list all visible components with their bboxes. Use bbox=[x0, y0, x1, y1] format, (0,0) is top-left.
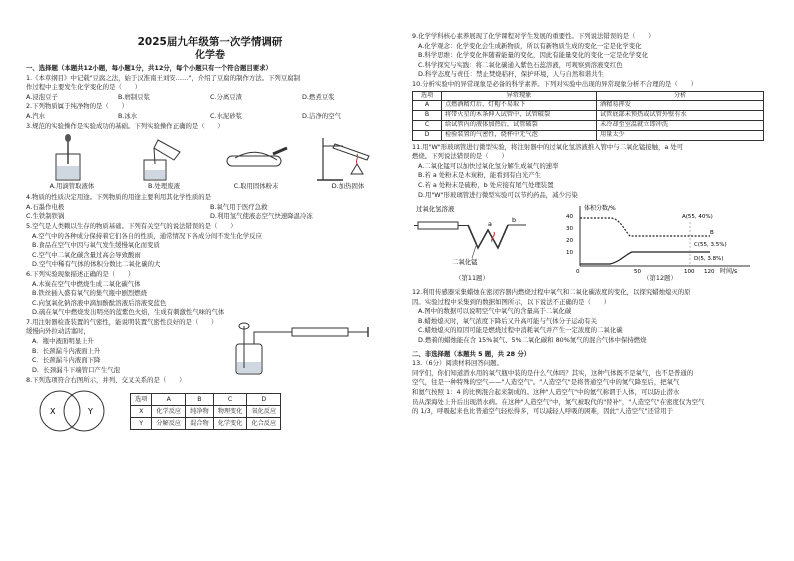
q4-option-a: A.石墨作电极 bbox=[26, 202, 65, 211]
fig12-ytick: 30 bbox=[566, 226, 573, 233]
q3-figure-b bbox=[118, 133, 210, 191]
q10-cell: B bbox=[413, 111, 442, 121]
right-column bbox=[412, 0, 774, 561]
q11-option-c: C.若 a 处粉末是硫粉，b 处应接有尾气处理装置 bbox=[418, 180, 554, 189]
q12-option-b: B.蜡烛熄灭时，氧气浓度下降后又升高可能与气体分子运动有关 bbox=[418, 316, 597, 325]
fig12-ann-a: A(55, 40%) bbox=[682, 214, 713, 221]
q13-line: 13.（6分）阅读材料回答问题。 bbox=[412, 359, 503, 368]
q8-table-head-cell: 选项 bbox=[131, 393, 152, 405]
q3-caption-a: A.用滴管取液体 bbox=[49, 181, 95, 190]
q10-cell: D bbox=[413, 130, 442, 140]
q2-options bbox=[26, 112, 394, 122]
left-column bbox=[26, 0, 394, 561]
fig11-label-h2o2: 过氧化氢溶液 bbox=[416, 205, 455, 214]
q10-row-b bbox=[413, 111, 764, 121]
q8-options-table bbox=[130, 393, 281, 430]
q3-stem: 3.规范的实验操作是实验成功的基础。下列实验操作正确的是（ ） bbox=[26, 121, 224, 130]
q1-stem-line2: 作过程中主要发生化学变化的是（ ） bbox=[26, 83, 142, 92]
q6-option-c: C.向氢氧化钠溶液中滴加酚酞溶液后溶液变蓝色 bbox=[32, 298, 167, 307]
fig12-ytick: 40 bbox=[566, 214, 573, 221]
q12-option-c: C.蜡烛熄灭的原因可能是燃烧过程中消耗氧气并产生一定浓度的二氧化碳 bbox=[418, 326, 623, 335]
section-2-heading: 二、非选择题（本题共 5 题，共 28 分） bbox=[412, 349, 531, 358]
q5-option-c: C.空气中二氧化碳含量过高会导致酸雨 bbox=[32, 250, 141, 259]
q8-table-cell: 化合反应 bbox=[247, 417, 281, 429]
q11-figure bbox=[412, 202, 532, 286]
q10-head-analysis: 分析 bbox=[597, 91, 764, 101]
q8-table-cell: 化学反应 bbox=[152, 405, 186, 417]
q8-table-cell: Y bbox=[131, 417, 152, 429]
q9-stem: 9.化学学科核心素养展现了化学课程对学生发展的重要性。下列说法错误的是（ ） bbox=[412, 32, 655, 40]
fig12-xlabel: 时间/s bbox=[720, 268, 738, 275]
powder-tube-illustration bbox=[221, 134, 291, 182]
q4-option-b: B.氧气用于医疗急救 bbox=[210, 202, 268, 211]
w-tube-illustration bbox=[412, 202, 532, 274]
q10-stem: 10.分析实验中的异常现象是必备的科学素养。下列对实验中出现的异常现象分析不合理的是（ ） bbox=[412, 79, 697, 88]
q7-option-d: D．长颈漏斗下端管口产生气泡 bbox=[32, 365, 120, 374]
heating-solid-illustration bbox=[313, 134, 383, 182]
q10-cell: 酒精易挥发 bbox=[597, 101, 764, 111]
q4-options-row1 bbox=[26, 203, 394, 213]
exam-subtitle: 化学卷 bbox=[195, 50, 225, 61]
q9-option-c: C.科学探究与实践：将二氧化碳通入紫色石蕊溶液，可观察到溶液变红色 bbox=[418, 60, 623, 69]
q7-text bbox=[26, 318, 222, 376]
q8-table-cell: 氧化反应 bbox=[247, 405, 281, 417]
q1-stem-line1: 1.《本草纲目》中记载"豆腐之法，始于汉淮南王刘安……"，介绍了豆腐的制作方法。下列豆腐制 bbox=[26, 73, 300, 82]
fig12-ytick: 10 bbox=[566, 250, 573, 257]
fig12-ann-d: D(5, 3.8%) bbox=[694, 256, 724, 263]
q3-figure-c bbox=[210, 133, 302, 191]
q2-stem: 2.下列物质属于纯净物的是（ ） bbox=[26, 102, 128, 111]
q10-cell: 将带火星的木条伸入试管中，试管破裂 bbox=[442, 111, 597, 121]
q12-figure bbox=[532, 202, 774, 286]
exam-title: 2025届九年级第一次学情调研 bbox=[137, 36, 283, 48]
q3-figure-a bbox=[26, 133, 118, 191]
q9-option-a: A.化学观念：化学变化会生成新物质，所以有新物质生成的变化一定是化学变化 bbox=[418, 41, 642, 50]
venn-label-y: Y bbox=[88, 407, 93, 417]
q6-option-a: A.木炭在空气中燃烧生成二氧化碳气体 bbox=[32, 279, 141, 288]
q9-option-d: D.科学态度与责任：禁止焚烧秸秆，保护环境，人与自然和谐共生 bbox=[418, 70, 604, 79]
q11-option-a: A.二氧化锰可以加快过氧化氢分解生成氧气的速率 bbox=[418, 161, 559, 170]
q12-stem-line1: 12.利用传感器采集蜡烛在密闭容器内燃烧过程中氧气和二氧化碳浓度的变化，以探究蜡烛熄灭的原 bbox=[412, 288, 691, 297]
q10-head-option: 选项 bbox=[413, 91, 442, 101]
q8-table-cell: 分解反应 bbox=[152, 417, 186, 429]
q11-option-b: B.若 a 处粉末是木炭粉，能看到有白光产生 bbox=[418, 171, 542, 180]
fig12-xtick: 120 bbox=[704, 269, 715, 275]
q10-table bbox=[412, 91, 764, 141]
co2-curve bbox=[580, 252, 710, 264]
q5-stem: 5.空气是人类赖以生存的物质基础。下列有关空气的说法错误的是（ ） bbox=[26, 221, 237, 230]
fig12-caption: （第12题） bbox=[643, 274, 677, 283]
q12-option-d: D.燃着的蜡烛能在含 15%氧气、5%二氧化碳和 80%氮气的混合气体中保持燃烧 bbox=[418, 336, 647, 345]
q10-cell: C bbox=[413, 120, 442, 130]
q8-table-head-cell: C bbox=[213, 393, 247, 405]
fig12-ann-c: C(55, 3.5%) bbox=[694, 242, 727, 249]
q9-option-b: B.科学思维：化学变化伴随着能量的变化，因此有能量变化的变化一定是化学变化 bbox=[418, 51, 649, 60]
q13-line: 的 1/3，呼吸起来也比普通空气轻松得多，可以减轻人呼吸的困难，因此"人造空气"还常用于 bbox=[412, 407, 674, 416]
q10-cell: 用量太少 bbox=[597, 130, 764, 140]
q8-table-cell: X bbox=[131, 405, 152, 417]
fig11-label-b: b bbox=[512, 216, 517, 225]
q12-option-a: A.图中的数据可以说明空气中氧气的含量高于二氧化碳 bbox=[418, 307, 572, 316]
q10-cell: 给试管内的液体加热后，试管破裂 bbox=[442, 120, 597, 130]
q13-line: 同学们，你们知道潜水用的氧气瓶中装的是什么气体吗？其实，这种气体既不是氧气，也不是普通的 bbox=[412, 368, 694, 377]
q8-table-row-y bbox=[131, 417, 281, 429]
q13-line: 员从深海处上升后出现潜水病。在这种"人造空气"中，氮气被取代的"替补"，"人造空气"在密度仅为空气 bbox=[412, 397, 705, 406]
q7-option-c: C．长颈漏斗内液面下降 bbox=[32, 356, 101, 365]
q1-option-a: A.浸泡豆子 bbox=[26, 92, 58, 101]
q2-option-b: B.冰水 bbox=[118, 111, 138, 120]
q13-line: 和氦气按照 1：4 的比例混合起来制成的。这种"人造空气"中的氦气称谓于人体，可以防止潜水 bbox=[412, 388, 680, 397]
q8-table-head-cell: A bbox=[152, 393, 186, 405]
q4-options-row2 bbox=[26, 212, 394, 222]
q7-stem-line2: 缓慢向外拉动活塞时， bbox=[26, 327, 90, 336]
q10-row-c bbox=[413, 120, 764, 130]
q11-stem-line1: 11.用"W"形玻璃管进行微型实验，将注射器中的过氧化氢溶液推入管中与二氧化锰接触，a 处可 bbox=[412, 142, 684, 151]
q3-caption-b: B.处理废液 bbox=[148, 181, 180, 190]
fig12-ylabel: 体积分数/% bbox=[584, 205, 616, 213]
q6-option-d: D.硫在氧气中燃烧发出明亮的蓝紫色火焰，生成有刺激性气味的气体 bbox=[32, 308, 225, 317]
q5-option-d: D.空气中稀有气体的体积分数比二氧化碳的大 bbox=[32, 260, 161, 269]
oxygen-curve bbox=[580, 218, 710, 236]
q8-stem: 8.下列选项符合右图所示，并列、交叉关系的是（ ） bbox=[26, 375, 186, 384]
fig11-label-mno2: 二氧化锰 bbox=[452, 258, 478, 267]
q10-cell: A bbox=[413, 101, 442, 111]
q10-cell: 试管底部未预热或试管外壁有水 bbox=[597, 111, 764, 121]
q4-option-d: D.利用氢气使液态空气快速降温冷冻 bbox=[210, 212, 313, 221]
q1-options bbox=[26, 93, 394, 103]
fig12-ytick: 20 bbox=[566, 238, 573, 245]
q2-option-d: D.洁净的空气 bbox=[302, 111, 341, 120]
fig12-xtick: 100 bbox=[684, 269, 695, 275]
q7-block bbox=[26, 318, 394, 376]
q8-table-cell: 纯净物 bbox=[186, 405, 214, 417]
section-1-heading: 一、选择题（本题共12小题，每小题1分，共12分，每个小题只有一个符合题目要求） bbox=[26, 64, 272, 72]
q4-option-c: C.生铁制铁锅 bbox=[26, 212, 65, 221]
q5-option-a: A.空气中的各种成分保持着它们各自的性质，通常情况下各成分间不发生化学反应 bbox=[32, 231, 262, 240]
q6-stem: 6.下列实验现象描述正确的是（ ） bbox=[26, 269, 135, 278]
fig11-caption: （第11题） bbox=[455, 274, 489, 283]
dropper-beaker-illustration bbox=[42, 134, 102, 182]
q10-row-d bbox=[413, 130, 764, 140]
venn-diagram bbox=[26, 388, 118, 434]
fig12-ann-b: B bbox=[710, 230, 714, 237]
q6-option-b: B.铁丝插入盛有氧气的集气瓶中剧烈燃烧 bbox=[32, 289, 148, 298]
q1-option-b: B.磨制豆浆 bbox=[118, 92, 150, 101]
q2-option-c: C.水泥砂浆 bbox=[210, 111, 243, 120]
q11-option-d: D.用"W"形玻璃管进行微型实验可以节约药品，减少污染 bbox=[418, 190, 578, 199]
q2-option-a: A.汽水 bbox=[26, 111, 46, 120]
q8-table-cell: 化学变化 bbox=[213, 417, 247, 429]
q10-row-a bbox=[413, 101, 764, 111]
q12-stem-line2: 因。实验过程中采集到的数据如图所示，以下说法不正确的是（ ） bbox=[412, 297, 611, 306]
q5-option-b: B.食品在空气中因与氧气发生缓慢氧化而变质 bbox=[32, 241, 160, 250]
q13-line: 空气，往是一种特殊的空气——"人造空气"。"人造空气"是将普通空气中的氮气降至后，把氧气 bbox=[412, 378, 680, 387]
q7-option-b: B．长颈漏斗内液面上升 bbox=[32, 346, 101, 355]
q8-table-header-row bbox=[131, 393, 281, 405]
q10-cell: 检验装置的气密性，烧杯中无气泡 bbox=[442, 130, 597, 140]
q8-table-row-x bbox=[131, 405, 281, 417]
q11-q12-figures bbox=[412, 202, 774, 286]
fig12-xtick: 0 bbox=[576, 269, 580, 275]
q3-caption-d: D.加热固体 bbox=[331, 181, 365, 190]
q7-stem-line1: 7.用注射器检查装置的气密性，能说明装置气密性良好的是（ ） bbox=[26, 317, 218, 326]
q8-table-cell: 物理变化 bbox=[213, 405, 247, 417]
q8-table-cell: 混合物 bbox=[186, 417, 214, 429]
q8-table-head-cell: D bbox=[247, 393, 281, 405]
q10-head-phenomenon: 异常现象 bbox=[442, 91, 597, 101]
q11-stem-line2: 燃烧。下列说法错误的是（ ） bbox=[412, 152, 508, 161]
q10-cell: 未冷却至室温就立即冲洗 bbox=[597, 120, 764, 130]
q8-table-head-cell: B bbox=[186, 393, 214, 405]
q8-block bbox=[26, 388, 394, 434]
syringe-airtightness-illustration bbox=[222, 318, 372, 376]
q10-table-header-row bbox=[413, 91, 764, 101]
fig12-xtick: 50 bbox=[634, 269, 641, 275]
waste-disposal-illustration bbox=[134, 134, 194, 182]
q1-option-d: D.燃煮豆浆 bbox=[302, 92, 335, 101]
q10-cell: 点燃酒精灯后，灯帽不易取下 bbox=[442, 101, 597, 111]
q1-option-c: C.分离豆渣 bbox=[210, 92, 243, 101]
q4-stem: 4.物质的性质决定用途。下列物质的用途主要利用其化学性质的是 bbox=[26, 193, 212, 202]
venn-label-x: X bbox=[50, 407, 56, 417]
fig11-label-a: a bbox=[488, 220, 492, 229]
q3-apparatus-figures bbox=[26, 133, 394, 191]
sensor-curve-chart bbox=[560, 202, 760, 274]
q3-caption-c: C.取用固体粉末 bbox=[233, 181, 279, 190]
q7-option-a: A．瓶中液面明显上升 bbox=[32, 337, 94, 346]
q3-figure-d bbox=[302, 133, 394, 191]
